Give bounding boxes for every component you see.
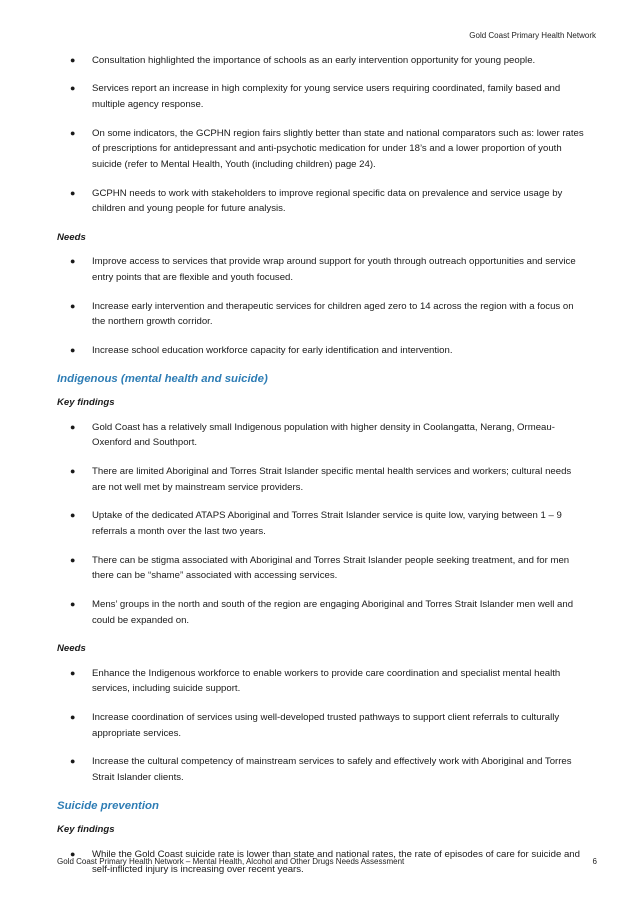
section-heading-indigenous: Indigenous (mental health and suicide) — [57, 372, 268, 385]
bullet-icon: ● — [70, 345, 76, 356]
list-item: ● Enhance the Indigenous workforce to enable workers to provide care coordination and specialist mental health services, including suicide support. — [70, 667, 561, 695]
section-heading-suicide: Suicide prevention — [57, 799, 159, 812]
page-number: 6 — [592, 857, 597, 866]
bullet-icon: ● — [70, 54, 76, 65]
list-item: ● Consultation highlighted the importance of schools as an early intervention opportunity for young people. — [57, 53, 587, 69]
list-item: ● Increase the cultural competency of mainstream services to safely and effectively work with Aboriginal and Torres Strait Islander clients. — [70, 756, 572, 783]
list-item: ● Increase school education workforce capacity for early identification and intervention. — [57, 343, 587, 359]
bullet-icon: ● — [70, 667, 76, 678]
page-content — [57, 44, 587, 891]
list-item: ● While the Gold Coast suicide rate is lower than state and national rates, the rate of episodes of care for suicide and self-inflicted injury is increasing over recent years. — [70, 848, 580, 876]
bullet-icon: ● — [70, 256, 76, 267]
list-item: ● Mens’ groups in the north and south of the region are engaging Aboriginal and Torres Strait Islander men well and could be expanded on. — [70, 599, 574, 626]
key-findings-label: Key findings — [57, 397, 115, 409]
needs-label: Needs — [57, 643, 86, 655]
bullet-icon: ● — [70, 712, 76, 723]
list-item: ● Uptake of the dedicated ATAPS Aboriginal and Torres Strait Islander service is quite low, varying between 1 – 9 referrals a month over the last two years. — [70, 510, 562, 537]
list-item: ● There can be stigma associated with Aboriginal and Torres Strait Islander people seeking treatment, and for men there can be “shame” associated with accessing services. — [70, 554, 570, 582]
key-findings-label: Key findings — [57, 824, 115, 836]
bullet-list-needs — [57, 254, 587, 358]
list-item: ● Services report an increase in high complexity for young service users requiring coordinated, family based and multiple agency response. — [70, 83, 561, 110]
bullet-list-intro — [57, 53, 587, 217]
needs-label: Needs — [57, 232, 86, 244]
bullet-icon: ● — [70, 554, 76, 565]
list-item: ● Improve access to services that provide wrap around support for youth through outreach opportunities and service entry points that are flexible and youth focused. — [70, 256, 576, 283]
bullet-list-indigenous-findings — [57, 420, 587, 629]
footer-text: Gold Coast Primary Health Network – Mental Health, Alcohol and Other Drugs Needs Assessment — [57, 857, 405, 866]
bullet-icon: ● — [70, 300, 76, 311]
list-item: ● Increase early intervention and therapeutic services for children aged zero to 14 across the region with a focus on the northern growth corridor. — [70, 300, 574, 328]
bullet-icon: ● — [70, 83, 76, 94]
bullet-icon: ● — [70, 421, 76, 432]
bullet-icon: ● — [70, 187, 76, 198]
page-footer — [57, 857, 597, 866]
list-item: ● GCPHN needs to work with stakeholders to improve regional specific data on prevalence and service usage by children and young people for future analysis. — [70, 187, 563, 215]
list-item: ● On some indicators, the GCPHN region fairs slightly better than state and national comparators such as: lower rates of prescriptions for antidepressant and anti-psychotic medication for under 18’s and a lower proportion of youth suicide (refer to Mental Health, Youth (including children) page 24). — [70, 127, 584, 170]
bullet-icon: ● — [70, 599, 76, 610]
bullet-list-indigenous-needs — [57, 666, 587, 786]
list-item: ● Gold Coast has a relatively small Indigenous population with higher density in Coolangatta, Nerang, Ormeau-Oxenford and Southport. — [70, 421, 555, 449]
running-header: Gold Coast Primary Health Network — [469, 31, 596, 40]
list-item: ● There are limited Aboriginal and Torres Strait Islander specific mental health services and workers; cultural needs are not well met by mainstream service providers. — [70, 465, 572, 493]
bullet-icon: ● — [70, 756, 76, 767]
bullet-icon: ● — [70, 127, 76, 138]
bullet-icon: ● — [70, 848, 76, 859]
bullet-icon: ● — [70, 465, 76, 476]
list-item: ● Increase coordination of services using well-developed trusted pathways to support client referrals to culturally appropriate services. — [70, 712, 560, 739]
bullet-icon: ● — [70, 510, 76, 521]
